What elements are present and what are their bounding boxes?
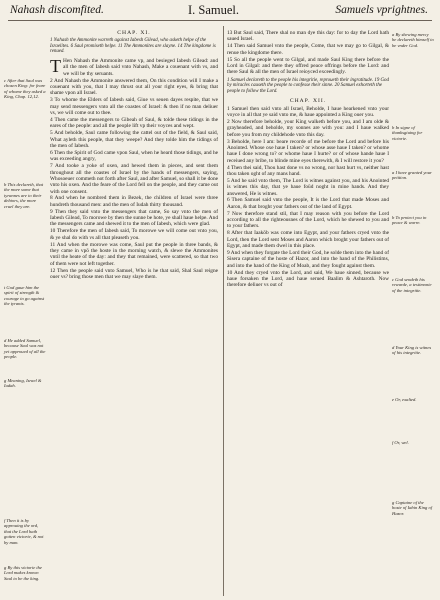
margin-note: g Captaine of the hoste of Iabin King of Hazor. bbox=[392, 500, 433, 516]
header-left-title: Nahash discomfited. bbox=[10, 4, 104, 16]
verse: 2 Now therefore beholde, your King walketh before you, and I am olde & grayheaded, and beholde, my sonnes are with you: and I haue walked before you from my childehode vnto this day. bbox=[227, 118, 389, 138]
chapter-heading: CHAP. XII. bbox=[289, 97, 327, 104]
chapter-summary: 1 Samuel declareth to the people his integritie, reproueth their ingratitude. 19 God by miracles causeth the people to confesse their sinne. 20 Samuel exhorteth the people to follow the Lord. bbox=[227, 77, 389, 94]
verse: 8 And when he nombred them in Bezek, the children of Israel were three hundreth thousand men: and the men of Iudah thirty thousand. bbox=[50, 195, 218, 208]
verse: 5 And beholde, Saul came following the cattel out of the field, & Saul said, What ayleth this people, that they weepe? And they tolde him the tidings of the men of Iabesh. bbox=[50, 130, 218, 149]
dropcap: T bbox=[50, 56, 61, 77]
margin-note: b To protect you in peace & warre. bbox=[392, 215, 427, 226]
margin-note: e Or, exalted. bbox=[392, 397, 417, 402]
scripture-text bbox=[227, 106, 389, 289]
right-text-column bbox=[227, 30, 389, 596]
margin-note: d He added Samuel, because Saul was not yet approued of all the people. bbox=[4, 338, 46, 360]
left-text-column bbox=[50, 30, 218, 596]
margin-note: c God sendeth his rewarde, a testimonie of the integritie. bbox=[392, 277, 432, 293]
header-right-title: Samuels vprightnes. bbox=[335, 4, 428, 16]
margin-note: g Meaning, Israel & Iudah. bbox=[4, 378, 42, 389]
verse: 15 So all the people went to Gilgal, and made Saul King there before the Lord in Gilgal: and there they offred peace offrings before the Lord: and there Saul & all the men of Israel reioyced exceedingly. bbox=[227, 56, 389, 76]
column-divider bbox=[223, 26, 224, 596]
left-margin-notes bbox=[4, 30, 48, 595]
margin-note: g By this victorie the Lord makes known Saul to be the king. bbox=[4, 565, 43, 581]
margin-note: f Then it is by approuing the ord, that the Lord hath gotten victorie, & not by man. bbox=[4, 518, 44, 545]
right-margin-notes bbox=[392, 30, 436, 595]
verse: 12 Then the people said vnto Samuel, Who is he that said, Shal Saul reigne ouer vs? bring those men that we may slaye them. bbox=[50, 267, 218, 280]
margin-note: t God gaue him the spirit of strength & courage to go against the tyrants. bbox=[4, 285, 45, 307]
scripture-text bbox=[227, 30, 389, 76]
verse: 5 And he said vnto them, The Lord is witnes against you, and his Anointed is witnes this day, that ye haue foūd noght in mine hands. And they answered, He is witnes. bbox=[227, 177, 389, 197]
margin-note: a By shewing mercy he declareth himself to be vnder God. bbox=[392, 32, 434, 48]
verse: 3 Beholde, here I am: beare recorde of me before the Lord and before his Anointed. Whose oxe haue I taken? or whose asse haue I taken? or whome haue I done wrong to? or whome haue I hurte? or of whose hande haue I receiued any bribe, to blinde mine eyes therewith, & I will restore it you? bbox=[227, 138, 389, 164]
verse: 7 Now therefore stand stil, that I may reason with you before the Lord according to all the righteousnes of the Lord, which he shewed to you and to your fathers. bbox=[227, 210, 389, 230]
verse: 6 Then the Spirit of God came vpon Saul, when he heard those tidings, and he was exceeding angry, bbox=[50, 149, 218, 163]
margin-note: b This declareth, that the more some that tyrannes are to their debtors, the more cruel they are. bbox=[4, 182, 44, 209]
verse: 3 To whome the Elders of Iabesh said, Giue vs seuen dayes respite, that we may send messengers vnto all the coastes of Israel: & then if no man deliuer vs, we will come out to thee. bbox=[50, 97, 218, 117]
margin-note: b In signe of thanksgiuing for victorie. bbox=[392, 125, 423, 141]
running-header bbox=[0, 0, 440, 22]
verse: 7 And tooke a yoke of oxen, and hewed them in pieces, and sent them throughout all the coastes of Israel by the hands of messengers, saying, Whosoeuer commeth not forth after Saul, and after Samuel, so shall it be done vnto his oxen. And the feare of the Lord fell on the people, and they came out with one consent. bbox=[50, 163, 218, 195]
verse: 9 Then they said vnto the messengers that came, So say vnto the men of Iabesh Gilead, To morowe by then the sunne be hote, ye shall haue helpe. And the messengers came and shewed it to the men of Iabesh, which were glad. bbox=[50, 208, 218, 228]
margin-note: f Or, wel. bbox=[392, 440, 409, 445]
scripture-text bbox=[50, 58, 218, 280]
chapter-summary: 1 Nahash the Ammonite warreth against Iabesh Gilead, who asketh helpe of the Israelites. 6 Saul promiseth helpe. 11 The Ammonites are slayne. 14 The kingdome is renued. bbox=[50, 38, 216, 55]
margin-note: d Your King is witnes of his integritie. bbox=[392, 345, 432, 356]
verse: 2 And Nahash the Ammonite answered them, On this condition will I make a couenant with you, that I may thrust out all your right eyes, & bring that shame vpon all Israel. bbox=[50, 77, 218, 97]
verse: 4 Then thei said, Thou hast done vs no wrong, nor hast hurt vs, neither hast thou taken oght of any mans hand. bbox=[227, 164, 389, 177]
chapter-heading: CHAP. XI. bbox=[117, 30, 151, 36]
margin-note: c After that Saul was chosen King: for feare of whome they asked a King, Chap. 12,12. bbox=[4, 78, 46, 100]
margin-note: a I have granted your petition. bbox=[392, 170, 432, 181]
verse: 8 After that Iaakōb was come into Egypt, and your fathers cryed vnto the Lord, then the Lord sent Moses and Aaron which broght your fathers out of Egypt, and made them dwel in this place. bbox=[227, 230, 389, 250]
header-rule bbox=[8, 20, 432, 21]
verse: 10 And they cryed vnto the Lord, and said, We haue sinned, because we haue forsaken the Lord, and haue serued Baalim & Ashtaroth. Now therefore deliuer vs out of bbox=[227, 269, 389, 289]
header-book-title: I. Samuel. bbox=[188, 3, 240, 17]
verse: 4 Then came the messengers to Gibeah of Saul, & tolde these tidings in the eares of the people: and all the people lift vp their voyces and wept. bbox=[50, 116, 218, 130]
verse: 14 Then said Samuel vnto the people, Come, that we may go to Gilgal, & renue the kingdome there. bbox=[227, 43, 389, 56]
verse: 13 But Saul said, There shal no man dye this day: for to day the Lord hath saued Israel. bbox=[227, 30, 389, 43]
verse: 10 Therefore the men of Iabesh said, To morowe we will come out vnto you, & ye shal do with vs all that pleaseth you. bbox=[50, 228, 218, 241]
verse: 1 Samuel then said vnto all Israel, Beholde, I haue hearkened vnto your voyce in all that ye said vnto me, & haue appointed a King ouer you. bbox=[227, 105, 389, 119]
verse: 6 Then Samuel said vnto the people, It is the Lord that made Moses and Aaron, & that broght your fathers out of the land of Egypt. bbox=[227, 197, 389, 210]
verse: T Hen Nahash the Ammonite came vp, and besieged Iabesh Gilead: and all the men of Iabesh said vnto Nahash, Make a couenant with vs, and we will be thy seruants. bbox=[50, 56, 218, 77]
verse: 11 And when the morowe was come, Saul put the people in three bands, & they came in vpō the hoste in the morning watch, & slewe the Ammonites vntil the heate of the day: and they that remained, were scattered, so that two of them were not left together. bbox=[50, 241, 218, 267]
verse: 9 And when they forgate the Lord their God, he solde them into the hand of Sisera captaine of the hoste of Hazor, and into the hand of the Philistims, and into the hand of the King of Moab, and they fought against them. bbox=[227, 250, 389, 269]
